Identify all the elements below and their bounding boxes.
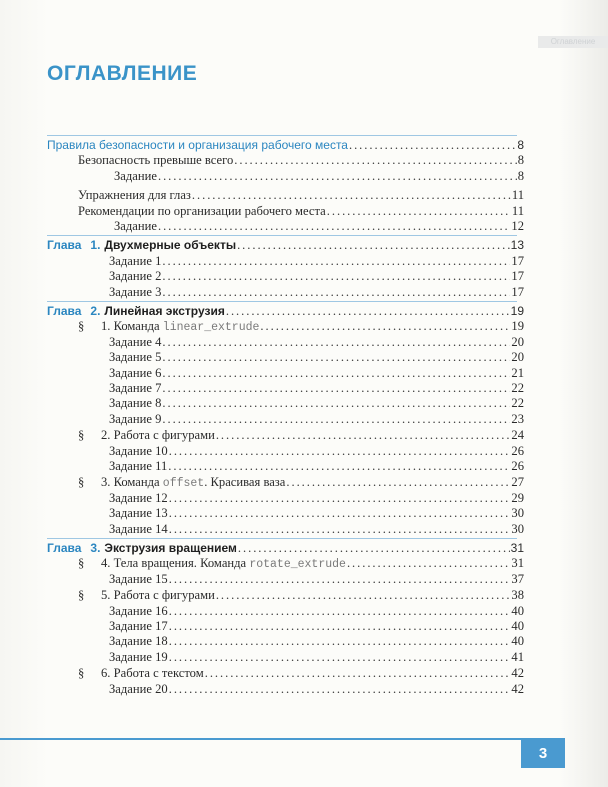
toc-task[interactable] <box>109 459 524 474</box>
code-keyword: rotate_extrude <box>249 558 346 572</box>
entry-title: Безопасность превыше всего <box>78 153 234 168</box>
entry-title: Задание 14 <box>109 521 168 536</box>
entry-title: Задание 11 <box>109 459 168 473</box>
dot-leader <box>349 138 516 153</box>
paragraph-title: Работа с фигурами <box>113 428 215 443</box>
toc-paragraph[interactable] <box>78 475 524 490</box>
entry-title <box>78 666 204 681</box>
entry-title: Задание 7 <box>109 381 162 395</box>
entry-page: 20 <box>511 334 524 349</box>
dot-leader <box>216 428 511 443</box>
toc-entry-item[interactable] <box>78 204 524 219</box>
dot-leader <box>237 238 510 253</box>
chapter-word: Глава <box>47 304 82 318</box>
entry-title: Задание 19 <box>109 649 168 664</box>
toc-paragraph[interactable] <box>78 428 524 443</box>
dot-leader <box>169 619 511 634</box>
entry-page: 17 <box>511 284 524 299</box>
dot-leader <box>169 444 511 459</box>
entry-title: Задание 16 <box>109 603 168 618</box>
entry-title: Задание 8 <box>109 396 162 411</box>
toc-chapter-1[interactable] <box>47 238 524 253</box>
entry-page: 24 <box>511 428 524 443</box>
code-keyword: offset <box>162 477 205 491</box>
paragraph-title: Команда <box>113 319 160 334</box>
entry-title: Задание 15 <box>109 571 168 586</box>
dot-leader <box>162 269 510 284</box>
entry-title: Задание 9 <box>109 411 162 426</box>
entry-page: 8 <box>517 138 524 152</box>
entry-title <box>78 588 215 603</box>
dot-leader <box>169 491 511 506</box>
dot-leader <box>162 396 510 411</box>
toc-task[interactable] <box>109 506 524 521</box>
entry-page: 38 <box>511 588 524 603</box>
toc-task[interactable] <box>109 634 524 649</box>
dot-leader <box>158 219 510 234</box>
dot-leader <box>260 319 510 334</box>
dot-leader <box>286 475 510 490</box>
entry-title: Задание 2 <box>109 269 162 284</box>
toc-task[interactable] <box>109 285 524 300</box>
entry-page: 17 <box>511 253 524 268</box>
chapter-word: Глава <box>47 541 82 555</box>
page-number: 3 <box>521 738 565 768</box>
paragraph-number: 6. <box>101 666 114 681</box>
entry-title: Правила безопасности и организация рабочего места <box>47 138 348 152</box>
entry-page: 41 <box>511 649 524 664</box>
dot-leader <box>169 506 511 521</box>
chapter-number: 2. <box>90 304 101 318</box>
entry-title <box>78 475 285 491</box>
entry-page: 26 <box>511 459 524 473</box>
toc-task[interactable] <box>109 381 524 396</box>
entry-title <box>47 304 225 319</box>
dot-leader <box>162 366 510 381</box>
chapter-word: Глава <box>47 238 82 253</box>
dot-leader <box>169 522 511 537</box>
entry-title: Задание 20 <box>109 681 168 696</box>
dot-leader <box>169 650 511 665</box>
toc-task[interactable] <box>109 682 524 697</box>
entry-title: Задание 13 <box>109 506 168 521</box>
toc-task[interactable] <box>109 254 524 269</box>
section-sign-icon: § <box>78 556 85 571</box>
dot-leader <box>169 634 511 649</box>
section-sign-icon: § <box>78 428 85 443</box>
entry-title: Задание 17 <box>109 619 168 633</box>
entry-page: 11 <box>511 188 524 203</box>
toc-task[interactable] <box>109 396 524 411</box>
entry-title: Задание 6 <box>109 365 162 380</box>
chapter-divider <box>47 301 517 302</box>
toc-chapter-2[interactable] <box>47 304 524 319</box>
toc-task[interactable] <box>109 522 524 537</box>
toc-paragraph[interactable] <box>78 556 524 571</box>
dot-leader <box>169 682 511 697</box>
toc-task[interactable] <box>109 572 524 587</box>
entry-page: 19 <box>511 319 524 334</box>
dot-leader <box>162 381 510 396</box>
section-sign-icon: § <box>78 666 85 681</box>
entry-title <box>47 238 236 253</box>
dot-leader <box>347 556 510 571</box>
toc-paragraph[interactable] <box>78 588 524 603</box>
entry-title: Задание <box>114 168 157 183</box>
entry-page: 8 <box>517 153 524 168</box>
entry-title: Задание 5 <box>109 350 162 365</box>
entry-title <box>78 556 346 572</box>
paragraph-title: Работа с текстом <box>113 666 204 681</box>
chapter-divider <box>47 235 517 236</box>
dot-leader <box>226 304 510 319</box>
toc-paragraph[interactable] <box>78 666 524 681</box>
entry-page: 40 <box>511 619 524 633</box>
entry-title: Упражнения для глаз <box>78 188 191 203</box>
chapter-title: Двухмерные объекты <box>104 238 237 253</box>
paragraph-number: 3. <box>101 475 114 490</box>
paragraph-title: Тела вращения. Команда <box>113 556 247 571</box>
paragraph-title: Команда <box>113 475 160 490</box>
toc-entry-item[interactable] <box>114 219 524 234</box>
toc-task[interactable] <box>109 335 524 350</box>
entry-title: Задание 1 <box>109 253 162 268</box>
entry-page: 22 <box>511 381 524 395</box>
entry-page: 21 <box>511 365 524 380</box>
toc-task[interactable] <box>109 619 524 634</box>
dot-leader <box>192 188 511 203</box>
toc-task[interactable] <box>109 444 524 459</box>
toc-entry-item[interactable] <box>114 169 524 184</box>
toc-task[interactable] <box>109 350 524 365</box>
dot-leader <box>162 254 510 269</box>
entry-page: 13 <box>510 238 524 253</box>
chapter-title: Линейная экструзия <box>104 304 225 318</box>
entry-page: 27 <box>511 475 524 490</box>
entry-title <box>78 428 215 443</box>
toc-task[interactable] <box>109 412 524 427</box>
entry-page: 37 <box>511 571 524 586</box>
paragraph-number: 1. <box>101 319 114 334</box>
divider <box>47 135 517 136</box>
paragraph-number: 2. <box>101 428 114 443</box>
toc-paragraph[interactable] <box>78 319 524 334</box>
chapter-divider <box>47 538 517 539</box>
dot-leader <box>216 588 511 603</box>
entry-page: 40 <box>511 603 524 618</box>
entry-title <box>78 319 259 335</box>
entry-page: 8 <box>517 168 524 183</box>
entry-title: Рекомендации по организации рабочего места <box>78 203 326 218</box>
entry-title: Задание <box>114 219 157 233</box>
entry-title <box>47 541 237 556</box>
dot-leader <box>168 459 510 474</box>
section-sign-icon: § <box>78 588 85 603</box>
dot-leader <box>162 350 510 365</box>
entry-title: Задание 3 <box>109 284 162 299</box>
dot-leader <box>238 541 510 556</box>
section-sign-icon: § <box>78 319 85 334</box>
entry-page: 26 <box>511 443 524 458</box>
entry-page: 31 <box>511 556 524 571</box>
entry-page: 19 <box>510 304 524 318</box>
entry-page: 17 <box>511 269 524 284</box>
dot-leader <box>162 285 510 300</box>
entry-title: Задание 4 <box>109 334 162 349</box>
paragraph-number: 4. <box>101 556 114 571</box>
dot-leader <box>162 335 510 350</box>
entry-page: 29 <box>511 490 524 505</box>
entry-page: 20 <box>511 350 524 365</box>
entry-title: Задание 18 <box>109 634 168 649</box>
entry-page: 31 <box>510 541 524 555</box>
entry-page: 11 <box>511 203 524 218</box>
toc-task[interactable] <box>109 366 524 381</box>
paragraph-number: 5. <box>101 588 114 603</box>
paragraph-title: Работа с фигурами <box>113 588 215 603</box>
toc-task[interactable] <box>109 491 524 506</box>
chapter-title: Экструзия вращением <box>104 541 237 555</box>
header-ghost-label: Оглавление <box>538 36 608 48</box>
dot-leader <box>169 572 511 587</box>
toc-task[interactable] <box>109 650 524 665</box>
entry-page: 42 <box>511 681 524 696</box>
entry-page: 12 <box>511 219 524 233</box>
code-keyword: linear_extrude <box>162 321 260 335</box>
paragraph-tail: . Красивая ваза <box>204 475 286 490</box>
dot-leader <box>234 153 516 168</box>
dot-leader <box>158 169 517 184</box>
toc-entry-item[interactable] <box>78 188 524 203</box>
chapter-number: 3. <box>90 541 101 555</box>
entry-page: 30 <box>511 506 524 521</box>
toc-chapter-3[interactable] <box>47 541 524 556</box>
toc-task[interactable] <box>109 269 524 284</box>
entry-page: 42 <box>511 666 524 681</box>
entry-page: 30 <box>511 521 524 536</box>
dot-leader <box>169 604 511 619</box>
entry-title: Задание 10 <box>109 443 168 458</box>
entry-title: Задание 12 <box>109 490 168 505</box>
entry-page: 22 <box>511 396 524 411</box>
page-title: ОГЛАВЛЕНИЕ <box>47 62 198 85</box>
dot-leader <box>205 666 511 681</box>
dot-leader <box>162 412 510 427</box>
chapter-number: 1. <box>90 238 101 253</box>
entry-page: 40 <box>511 634 524 649</box>
toc-task[interactable] <box>109 604 524 619</box>
entry-page: 23 <box>511 411 524 426</box>
toc-entry-intro[interactable] <box>47 138 524 153</box>
section-sign-icon: § <box>78 475 85 490</box>
dot-leader <box>327 204 511 219</box>
footer-bar <box>0 738 552 740</box>
toc-entry-item[interactable] <box>78 153 524 168</box>
